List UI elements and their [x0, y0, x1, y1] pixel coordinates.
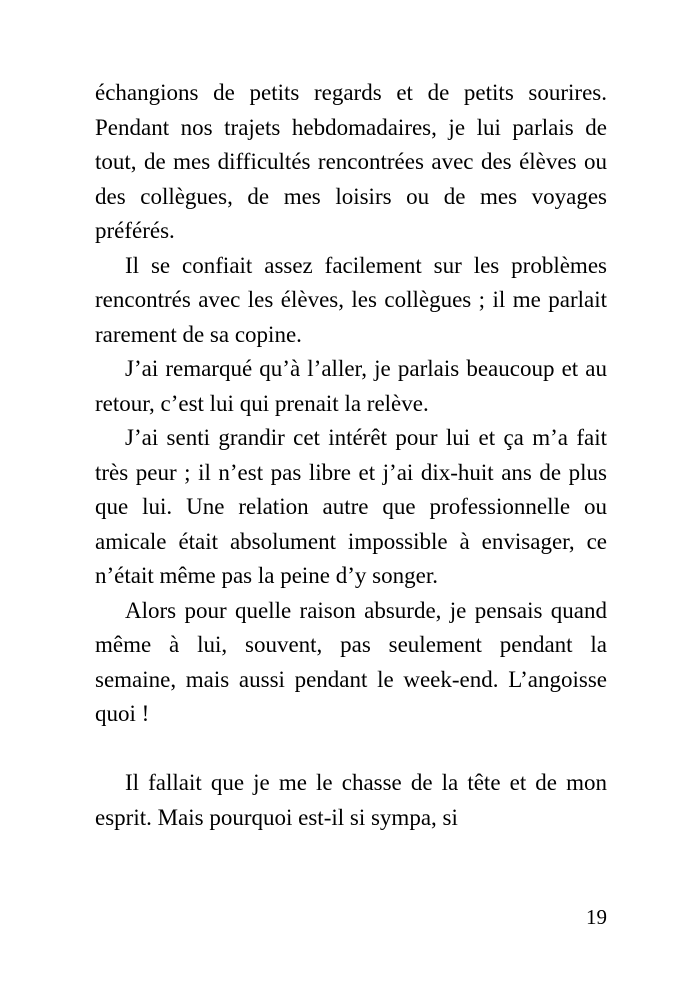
- page-number: 19: [586, 905, 607, 929]
- paragraph: J’ai senti grandir cet intérêt pour lui et ça m’a fait très peur ; il n’est pas libre et j’ai dix-huit ans de plus que lui. Une relation autre que professionnelle ou amicale était absolument impossible à envisager, ce n’était même pas la peine d’y songer.: [95, 425, 607, 588]
- paragraph: J’ai remarqué qu’à l’aller, je parlais beaucoup et au retour, c’est lui qui prenait la relève.: [95, 356, 607, 416]
- paragraph: Il fallait que je me le chasse de la tête et de mon esprit. Mais pourquoi est-il si sympa, si: [95, 770, 607, 830]
- page-text: [95, 76, 607, 835]
- paragraph: Alors pour quelle raison absurde, je pensais quand même à lui, souvent, pas seulement pendant la semaine, mais aussi pendant le week-end. L’angoisse quoi !: [95, 597, 607, 726]
- section-break: [95, 732, 607, 767]
- paragraph: échangions de petits regards et de petits sourires. Pendant nos trajets hebdomadaires, je lui parlais de tout, de mes difficultés rencontrées avec des élèves ou des collègues, de mes loisirs ou de mes voyages préférés.: [95, 80, 607, 243]
- paragraph: Il se confiait assez facilement sur les problèmes rencontrés avec les élèves, les collègues ; il me parlait rarement de sa copine.: [95, 252, 607, 347]
